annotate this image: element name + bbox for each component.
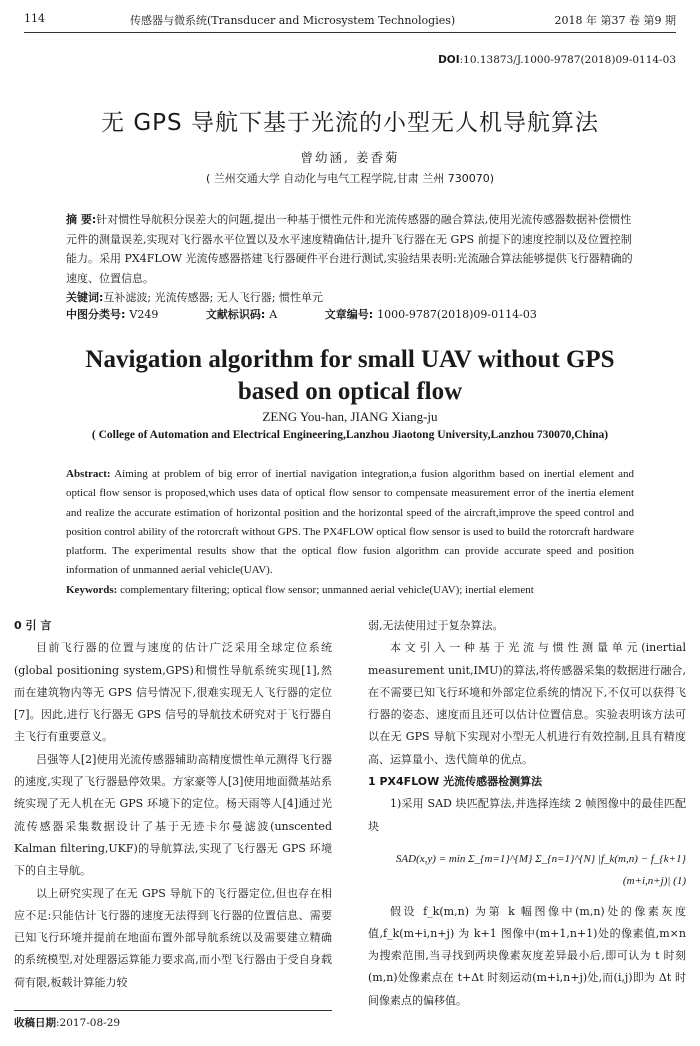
section-0-heading: 0 引 言 xyxy=(14,619,52,632)
doc-code-label: 文献标识码: xyxy=(205,308,266,321)
paragraph: 本文引入一种基于光流与惯性测量单元(inertial measurement unit,IMU)的算法,将传感器采集的数据进行融合,在不需要已知飞行环境和外部定位系统的情况下,不仅可以获得飞行器的姿态、速度而且还可以估计位置信息。实验表明该方法可以在无 GPS 导航下实现对小型无人机进行有效控制,且具有精度高、运算量小、迭代简单的优点。 xyxy=(368,641,686,766)
received-date-footnote xyxy=(14,1015,120,1030)
abstract-text-en: Aiming at problem of big error of inertial navigation integration,a fusion algorithm based on inertial element and optical flow sensor is proposed,which uses data of optical flow sensor to compensate measurement error of the inertia element and realize the accurate estimation of horizontal position and the horizontal speed of the aircraft,improve the speed control and position control ability of the rotorcraft without GPS. The PX4FLOW optical flow sensor is used to build the rotorcraft hardware platform. The experimental results show that the optical flow fusion algorithm can provide accurate speed and position information of unmanned aerial vehicle(UAV). xyxy=(66,468,634,577)
clc-value: V249 xyxy=(129,308,159,321)
abstract-label-en: Abstract: xyxy=(66,468,111,480)
doc-code-value: A xyxy=(269,308,278,321)
article-number-value: 1000-9787(2018)09-0114-03 xyxy=(377,308,537,321)
abstract-text-cn: 针对惯性导航积分误差大的问题,提出一种基于惯性元件和光流传感器的融合算法,使用光流传感器数据补偿惯性元件的测量误差,实现对飞行器水平位置以及水平速度精确估计,提升飞行器在无 GPS 前提下的速度控制以及位置控制能力。采用 PX4FLOW 光流传感器搭建飞行器硬件平台进行测试,实验结果表明:光流融合算法能够提供飞行器精确的速度、位置信息。 xyxy=(66,213,633,285)
abstract-label-cn: 摘 要: xyxy=(66,213,97,226)
footnote-divider xyxy=(14,1010,332,1011)
english-keywords xyxy=(66,581,634,600)
chinese-title: 无 GPS 导航下基于光流的小型无人机导航算法 xyxy=(101,110,599,136)
english-abstract xyxy=(66,465,634,581)
body-left-column xyxy=(14,615,332,994)
classification-row xyxy=(66,306,541,322)
keywords-text-cn: 互补滤波; 光流传感器; 无人飞行器; 惯性单元 xyxy=(103,291,324,304)
chinese-abstract xyxy=(66,210,634,288)
section-1-heading: 1 PX4FLOW 光流传感器检测算法 xyxy=(368,775,543,789)
paragraph: 弱,无法使用过于复杂算法。 xyxy=(368,619,504,632)
chinese-abstract-block xyxy=(66,210,634,308)
journal-name: 传感器与微系统(Transducer and Microsystem Technologies) xyxy=(130,14,456,27)
english-title-line1: Navigation algorithm for small UAV without GPS xyxy=(85,346,615,373)
received-date-label: 收稿日期 xyxy=(14,1017,56,1029)
doi-label: DOI xyxy=(438,54,460,66)
page-number: 114 xyxy=(24,12,45,25)
keywords-label-cn: 关键词: xyxy=(66,291,104,304)
chinese-keywords xyxy=(66,288,634,308)
chinese-authors: 曾幼涵, 姜香菊 xyxy=(300,150,400,165)
english-title xyxy=(0,344,700,408)
doi-line xyxy=(438,54,676,66)
volume-issue: 2018 年 第37 卷 第9 期 xyxy=(554,14,676,27)
body-right-column xyxy=(368,615,686,1012)
paragraph: 吕强等人[2]使用光流传感器辅助高精度惯性单元测得飞行器的速度,实现了飞行器悬停效果。方家豪等人[3]使用地面微基站系统实现了无人机在无 GPS 环境下的定位。杨天雨等人[4]通过光流传感器采集数据设计了基于无迹卡尔曼滤波(unscented Kalman filtering,UKF)的导航算法,实现了飞行器无 GPS 环境下的自主导航。 xyxy=(14,752,332,878)
paragraph: 目前飞行器的位置与速度的估计广泛采用全球定位系统(global positioning system,GPS)和惯性导航系统实现[1],然而在建筑物内等无 GPS 信号情况下,很难实现无人飞行器的定位[7]。因此,进行飞行器无 GPS 信号的导航技术研究对于飞行器自主飞行有重要意义。 xyxy=(14,641,332,744)
running-header xyxy=(24,10,676,33)
clc-label: 中图分类号: xyxy=(66,308,126,321)
english-authors: ZENG You-han, JIANG Xiang-ju xyxy=(262,409,438,424)
doi-value: :10.13873/J.1000-9787(2018)09-0114-03 xyxy=(459,54,676,66)
paragraph: 以上研究实现了在无 GPS 导航下的飞行器定位,但也存在相应不足:只能估计飞行器的速度无法得到飞行器的位置信息、需要已知飞行环境并提前在地面布置外部导航系统以及需要建立精确的系统模型,对处理器运算能力要求高,而小型飞行器由于受自身载荷有限,板载计算能力较 xyxy=(14,886,332,989)
paragraph: 假设 f_k(m,n) 为第 k 幅图像中(m,n)处的像素灰度值,f_k(m+i,n+j) 为 k+1 图像中(m+1,n+1)处的像素值,m×n 为搜索范围,当寻找到两块像素灰度差异最小后,即可认为 t 时刻(m,n)处像素点在 t+Δt 时刻运动(m+i,n+j)处,而(i,j)即为 Δt 时间像素点的偏移值。 xyxy=(368,904,686,1007)
keywords-label-en: Keywords: xyxy=(66,583,118,596)
keywords-text-en: complementary filtering; optical flow sensor; unmanned aerial vehicle(UAV); inertial element xyxy=(120,583,534,596)
english-affiliation: ( College of Automation and Electrical Engineering,Lanzhou Jiaotong University,Lanzhou 730070,China) xyxy=(91,429,609,441)
english-abstract-block xyxy=(66,465,634,600)
english-title-line2: based on optical flow xyxy=(237,378,463,405)
chinese-affiliation: ( 兰州交通大学 自动化与电气工程学院,甘肃 兰州 730070) xyxy=(205,172,495,185)
equation-1: SAD(x,y) = min Σ_{m=1}^{M} Σ_{n=1}^{N} |f_k(m,n) − f_{k+1}(m+i,n+j)| (1) xyxy=(395,852,686,888)
received-date-value: :2017-08-29 xyxy=(56,1017,121,1029)
paragraph: 1)采用 SAD 块匹配算法,并选择连续 2 帧图像中的最佳匹配块 xyxy=(368,797,686,833)
article-number-label: 文章编号: xyxy=(324,308,374,321)
